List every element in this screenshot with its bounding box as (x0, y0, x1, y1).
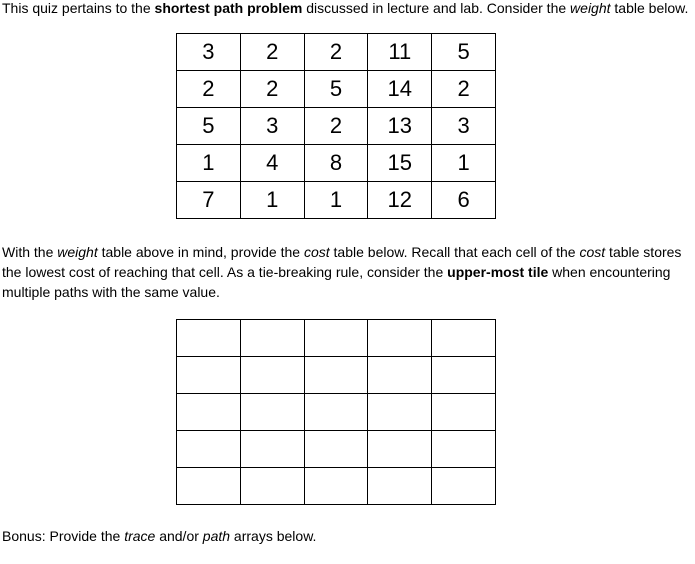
bonus-paragraph (2, 526, 682, 546)
weight-row (177, 71, 496, 108)
cost-cell[interactable] (432, 394, 496, 431)
cost-cell[interactable] (177, 431, 241, 468)
intro-text-3: table below. (610, 0, 689, 16)
cost-cell[interactable] (432, 320, 496, 357)
weight-cell: 2 (432, 71, 496, 108)
instructions-bold-tie-break: upper-most tile (447, 264, 549, 280)
weight-cell: 2 (304, 34, 368, 71)
cost-row (177, 320, 496, 357)
intro-italic-weight: weight (570, 0, 611, 16)
cost-row (177, 394, 496, 431)
weight-cell: 3 (177, 34, 241, 71)
weight-row (177, 108, 496, 145)
cost-cell[interactable] (432, 357, 496, 394)
intro-paragraph (2, 0, 692, 18)
intro-bold-topic: shortest path problem (154, 0, 303, 16)
instructions-text-5: when encountering multiple paths with the same value. (2, 264, 671, 300)
weight-cell: 1 (304, 182, 368, 219)
cost-row (177, 468, 496, 505)
weight-cell: 7 (177, 182, 241, 219)
cost-cell[interactable] (368, 394, 432, 431)
bonus-italic-trace: trace (124, 528, 156, 544)
weight-cell: 3 (432, 108, 496, 145)
weight-row (177, 145, 496, 182)
weight-cell: 2 (240, 34, 304, 71)
weight-cell: 15 (368, 145, 432, 182)
weight-cell: 2 (240, 71, 304, 108)
cost-cell[interactable] (240, 468, 304, 505)
cost-row (177, 431, 496, 468)
cost-cell[interactable] (240, 320, 304, 357)
weight-cell: 4 (240, 145, 304, 182)
bonus-text-3: arrays below. (230, 528, 317, 544)
cost-cell[interactable] (432, 431, 496, 468)
cost-cell[interactable] (432, 468, 496, 505)
cost-cell[interactable] (368, 431, 432, 468)
weight-row (177, 182, 496, 219)
bonus-text-2: and/or (155, 528, 203, 544)
weight-cell: 1 (432, 145, 496, 182)
intro-text-1: This quiz pertains to the (2, 0, 155, 16)
cost-cell[interactable] (368, 320, 432, 357)
weight-row (177, 34, 496, 71)
weight-cell: 2 (304, 108, 368, 145)
weight-cell: 14 (368, 71, 432, 108)
cost-cell[interactable] (304, 394, 368, 431)
weight-cell: 3 (240, 108, 304, 145)
cost-cell[interactable] (177, 320, 241, 357)
intro-text-2: discussed in lecture and lab. Consider the (302, 0, 571, 16)
cost-cell[interactable] (304, 468, 368, 505)
instructions-text-1: With the (2, 244, 58, 260)
weight-cell: 6 (432, 182, 496, 219)
cost-cell[interactable] (368, 468, 432, 505)
cost-cell[interactable] (304, 320, 368, 357)
weight-cell: 5 (432, 34, 496, 71)
weight-table (176, 33, 496, 219)
bonus-italic-path: path (202, 528, 231, 544)
instructions-text-4: table stores the lowest cost of reaching that cell. As a tie-breaking rule, consider the (2, 244, 682, 280)
instructions-italic-weight: weight (57, 244, 98, 260)
weight-cell: 2 (177, 71, 241, 108)
weight-cell: 1 (177, 145, 241, 182)
weight-cell: 1 (240, 182, 304, 219)
cost-cell[interactable] (240, 357, 304, 394)
weight-cell: 5 (304, 71, 368, 108)
instructions-text-2: table above in mind, provide the (97, 244, 304, 260)
cost-table (176, 319, 496, 505)
weight-cell: 8 (304, 145, 368, 182)
cost-cell[interactable] (304, 357, 368, 394)
cost-table-body (177, 320, 496, 505)
cost-cell[interactable] (177, 394, 241, 431)
cost-cell[interactable] (304, 431, 368, 468)
bonus-text-1: Bonus: Provide the (2, 528, 125, 544)
instructions-text-3: table below. Recall that each cell of the (329, 244, 580, 260)
cost-cell[interactable] (368, 357, 432, 394)
weight-table-body (177, 34, 496, 219)
cost-cell[interactable] (240, 394, 304, 431)
instructions-italic-cost-2: cost (579, 244, 606, 260)
cost-cell[interactable] (240, 431, 304, 468)
weight-cell: 5 (177, 108, 241, 145)
weight-cell: 12 (368, 182, 432, 219)
instructions-italic-cost-1: cost (303, 244, 330, 260)
cost-cell[interactable] (177, 357, 241, 394)
instructions-paragraph (2, 242, 682, 302)
weight-cell: 13 (368, 108, 432, 145)
cost-row (177, 357, 496, 394)
cost-cell[interactable] (177, 468, 241, 505)
weight-cell: 11 (368, 34, 432, 71)
